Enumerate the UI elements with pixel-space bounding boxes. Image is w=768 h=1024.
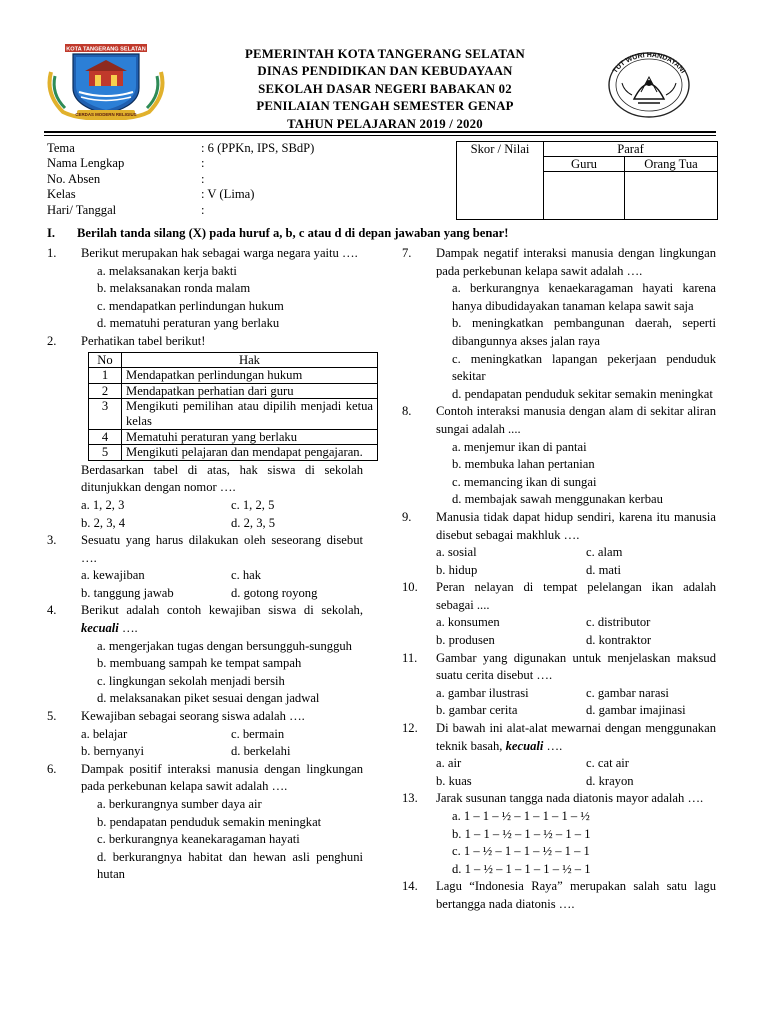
question-11 (402, 650, 716, 720)
kecuali-emphasis: kecuali (505, 738, 544, 753)
options-grid (436, 544, 716, 579)
question-stem-text: Berikut adalah contoh kewajiban siswa di sekolah, (81, 603, 363, 618)
question-stem: Peran nelayan di tempat pelelangan ikan adalah sebagai .... (436, 580, 716, 612)
option-c: c. cat air (586, 756, 629, 771)
option-a: a. gambar ilustrasi (436, 685, 529, 700)
option-d: d. 2, 3, 5 (231, 515, 276, 530)
question-7 (402, 245, 716, 403)
question-13 (402, 790, 716, 878)
identity-label: Tema (47, 141, 75, 155)
option-a: a. berkurangnya kenaekaragaman hayati karena hanya dibudidayakan tanaman kelapa sawit saja (452, 281, 716, 313)
options-grid (81, 497, 363, 532)
option-d: d. berkurangnya habitat dan hewan asli penghuni hutan (97, 849, 363, 882)
question-stem: Berikut merupakan hak sebagai warga negara yaitu …. (81, 246, 358, 260)
student-identity (47, 141, 447, 218)
option-b: b. meningkatkan pembangunan daerah, seperti dibangunnya akses jalan raya (452, 316, 716, 348)
question-stem: Contoh interaksi manusia dengan alam di sekitar aliran sungai adalah .... (436, 404, 716, 436)
hak-table-text: Mengikuti pemilihan atau dipilih menjadi ketua kelas (122, 399, 378, 429)
question-stem: Manusia tidak dapat hidup sendiri, karena itu manusia disebut sebagai makhluk …. (436, 509, 716, 542)
question-number: 11. (402, 650, 418, 665)
table-row (89, 368, 378, 384)
option-c: c. 1, 2, 5 (231, 497, 275, 512)
identity-label: Kelas (47, 187, 76, 202)
question-number: 5. (47, 709, 57, 724)
options-grid (436, 685, 716, 720)
question-number: 2. (47, 333, 57, 348)
header-rule-thick (44, 131, 716, 133)
logo-left-motto: CERDAS MODERN RELIGIUS (75, 111, 137, 117)
question-stem: Gambar yang digunakan untuk menjelaskan maksud suatu cerita disebut …. (436, 650, 716, 683)
option-b: b. melaksanakan ronda malam (97, 281, 251, 296)
identity-value: : (201, 171, 205, 186)
question-stem: Perhatikan tabel berikut! (81, 333, 206, 348)
logo-left-caption: KOTA TANGERANG SELATAN (66, 46, 146, 53)
question-number: 13. (402, 791, 418, 806)
hak-table-head-hak: Hak (122, 352, 378, 368)
question-number: 14. (402, 879, 418, 894)
logo-right-caption: TUT WURI HANDAYANI (611, 51, 687, 75)
header-line-2: DINAS PENDIDIKAN DAN KEBUDAYAAN (257, 64, 513, 79)
option-c: c. alam (586, 545, 623, 560)
option-b: b. membuka lahan pertanian (452, 457, 595, 472)
option-a: a. konsumen (436, 615, 500, 630)
hak-table-head-no: No (89, 352, 122, 368)
left-column (47, 245, 373, 884)
option-d: d. gambar imajinasi (586, 703, 686, 718)
question-number: 1. (47, 246, 57, 260)
option-c: c. 1 – ½ – 1 – 1 – ½ – 1 – 1 (452, 844, 590, 859)
question-number: 12. (402, 721, 418, 736)
question-stem-ellipsis: …. (546, 738, 563, 753)
option-b: b. membuang sampah ke tempat sampah (97, 656, 302, 671)
header-line-1: PEMERINTAH KOTA TANGERANG SELATAN (245, 47, 525, 61)
option-c: c. lingkungan sekolah menjadi bersih (97, 673, 285, 688)
question-stem: Lagu “Indonesia Raya” merupakan salah satu lagu bertangga nada diatonis …. (436, 879, 716, 911)
option-c: c. bermain (231, 726, 285, 741)
score-header: Skor / Nilai (457, 142, 544, 220)
option-d: d. mematuhi peraturan yang berlaku (97, 316, 280, 331)
option-d: d. membajak sawah menggunakan kerbau (452, 492, 663, 507)
identity-label: No. Absen (47, 171, 101, 186)
question-stem-ellipsis: …. (121, 621, 138, 636)
guru-signature-cell (544, 172, 625, 220)
hak-table-no: 2 (89, 383, 122, 399)
question-stem-text: Di bawah ini alat-alat mewarnai dengan menggunakan teknik basah, (436, 721, 716, 753)
option-a: a. kewajiban (81, 568, 145, 583)
tut-wuri-handayani-logo (594, 47, 704, 119)
question-10 (402, 579, 716, 649)
option-b: b. 1 – 1 – ½ – 1 – ½ – 1 – 1 (452, 826, 591, 841)
option-a: a. 1 – 1 – ½ – 1 – 1 – 1 – ½ (452, 809, 590, 823)
question-stem: Jarak susunan tangga nada diatonis mayor adalah …. (436, 791, 704, 806)
question-number: 7. (402, 246, 412, 260)
question-6 (47, 761, 363, 884)
question-number: 9. (402, 509, 412, 524)
question-stem: Dampak positif interaksi manusia dengan lingkungan pada perkebunan kelapa sawit adalah …. (81, 761, 363, 794)
question-5 (47, 708, 363, 761)
section-number: I. (47, 226, 56, 240)
question-stem: Dampak negatif interaksi manusia dengan lingkungan pada perkebunan kelapa sawit adalah …. (436, 246, 716, 278)
header-title-block (190, 46, 580, 133)
identity-label: Nama Lengkap (47, 156, 125, 171)
header-rule-thin (44, 135, 716, 136)
header-line-4: PENILAIAN TENGAH SEMESTER GENAP (256, 99, 514, 114)
question-8 (402, 403, 716, 509)
option-d: d. berkelahi (231, 744, 291, 759)
identity-row-kelas (47, 187, 447, 202)
option-d: d. krayon (586, 773, 634, 788)
table-row (89, 399, 378, 429)
identity-row-tema (47, 141, 447, 156)
question-2-continued (47, 462, 363, 532)
options-grid (81, 567, 363, 602)
question-2 (47, 333, 363, 351)
option-b: b. tanggung jawab (81, 585, 174, 600)
question-1 (47, 245, 363, 333)
option-b: b. produsen (436, 633, 495, 648)
hak-table-text: Mengikuti pelajaran dan mendapat pengajaran. (122, 445, 378, 461)
hak-table-no: 1 (89, 368, 122, 384)
question-number: 3. (47, 533, 57, 548)
guru-header: Guru (544, 157, 625, 172)
question-14 (402, 878, 716, 913)
question-number: 10. (402, 580, 418, 595)
option-c: c. hak (231, 568, 262, 583)
option-b: b. bernyanyi (81, 744, 144, 759)
identity-row-nama (47, 156, 447, 171)
identity-value: : (201, 156, 205, 171)
table-row (89, 429, 378, 445)
question-stem: Kewajiban sebagai seorang siswa adalah …. (81, 709, 305, 724)
hak-table-text: Mendapatkan perhatian dari guru (122, 383, 378, 399)
option-b: b. pendapatan penduduk semakin meningkat (97, 814, 322, 829)
table-row (89, 383, 378, 399)
hak-table-text: Mendapatkan perlindungan hukum (122, 368, 378, 384)
option-d: d. melaksanakan piket sesuai dengan jadwal (97, 691, 320, 706)
hak-table-text: Mematuhi peraturan yang berlaku (122, 429, 378, 445)
options-grid (81, 726, 363, 761)
question-9 (402, 509, 716, 579)
option-c: c. mendapatkan perlindungan hukum (97, 298, 284, 313)
option-d: d. pendapatan penduduk sekitar semakin meningkat (452, 386, 713, 401)
question-stem-after-table: Berdasarkan tabel di atas, hak siswa di sekolah ditunjukkan dengan nomor …. (81, 462, 363, 495)
option-b: b. kuas (436, 773, 472, 788)
paraf-header: Paraf (544, 142, 718, 157)
identity-row-absen (47, 172, 447, 187)
option-c: c. gambar narasi (586, 685, 669, 700)
option-c: c. distributor (586, 615, 651, 630)
identity-value: : V (Lima) (201, 187, 255, 202)
header-line-3: SEKOLAH DASAR NEGERI BABAKAN 02 (258, 81, 512, 96)
option-a: a. sosial (436, 545, 477, 560)
options-grid (436, 755, 716, 790)
hak-table-no: 5 (89, 445, 122, 461)
orang-tua-signature-cell (625, 172, 718, 220)
option-a: a. 1, 2, 3 (81, 497, 125, 512)
option-a: a. belajar (81, 726, 128, 741)
option-a: a. air (436, 756, 462, 771)
instruction-text: Berilah tanda silang (X) pada huruf a, b, c atau d di depan jawaban yang benar! (77, 226, 509, 240)
option-d: d. gotong royong (231, 585, 318, 600)
identity-value: : (201, 202, 205, 217)
hak-table-no: 3 (89, 399, 122, 429)
question-stem (81, 602, 363, 637)
options-grid (436, 614, 716, 649)
question-stem (436, 720, 716, 755)
option-d: d. mati (586, 562, 621, 577)
document-header (0, 0, 768, 136)
hak-table (88, 352, 378, 461)
table-row (89, 445, 378, 461)
option-b: b. 2, 3, 4 (81, 515, 126, 530)
option-d: d. kontraktor (586, 633, 652, 648)
section-instruction (47, 226, 508, 241)
question-3 (47, 532, 363, 602)
option-c: c. meningkatkan lapangan pekerjaan penduduk sekitar (452, 351, 716, 384)
right-column (402, 245, 716, 914)
identity-label: Hari/ Tanggal (47, 202, 117, 217)
question-12 (402, 720, 716, 790)
option-a: a. mengerjakan tugas dengan bersungguh-sungguh (97, 638, 352, 653)
question-4 (47, 602, 363, 708)
option-c: c. memancing ikan di sungai (452, 474, 597, 489)
option-c: c. berkurangnya keanekaragaman hayati (97, 832, 300, 847)
option-a: a. berkurangnya sumber daya air (97, 797, 262, 811)
question-number: 8. (402, 404, 412, 419)
score-table (456, 141, 718, 220)
header-line-5: TAHUN PELAJARAN 2019 / 2020 (287, 116, 483, 131)
question-stem: Sesuatu yang harus dilakukan oleh seseorang disebut …. (81, 533, 363, 565)
hak-table-no: 4 (89, 429, 122, 445)
question-number: 4. (47, 603, 57, 618)
kecuali-emphasis: kecuali (81, 621, 119, 636)
option-b: b. gambar cerita (436, 703, 518, 718)
question-number: 6. (47, 761, 57, 776)
orang-tua-header: Orang Tua (625, 157, 718, 172)
option-a: a. melaksanakan kerja bakti (97, 263, 237, 278)
identity-value: : 6 (PPKn, IPS, SBdP) (201, 141, 315, 155)
identity-row-tanggal (47, 203, 447, 218)
option-a: a. menjemur ikan di pantai (452, 439, 587, 454)
tangerang-selatan-logo (43, 42, 169, 120)
option-b: b. hidup (436, 562, 478, 577)
option-d: d. 1 – ½ – 1 – 1 – 1 – ½ – 1 (452, 861, 591, 876)
